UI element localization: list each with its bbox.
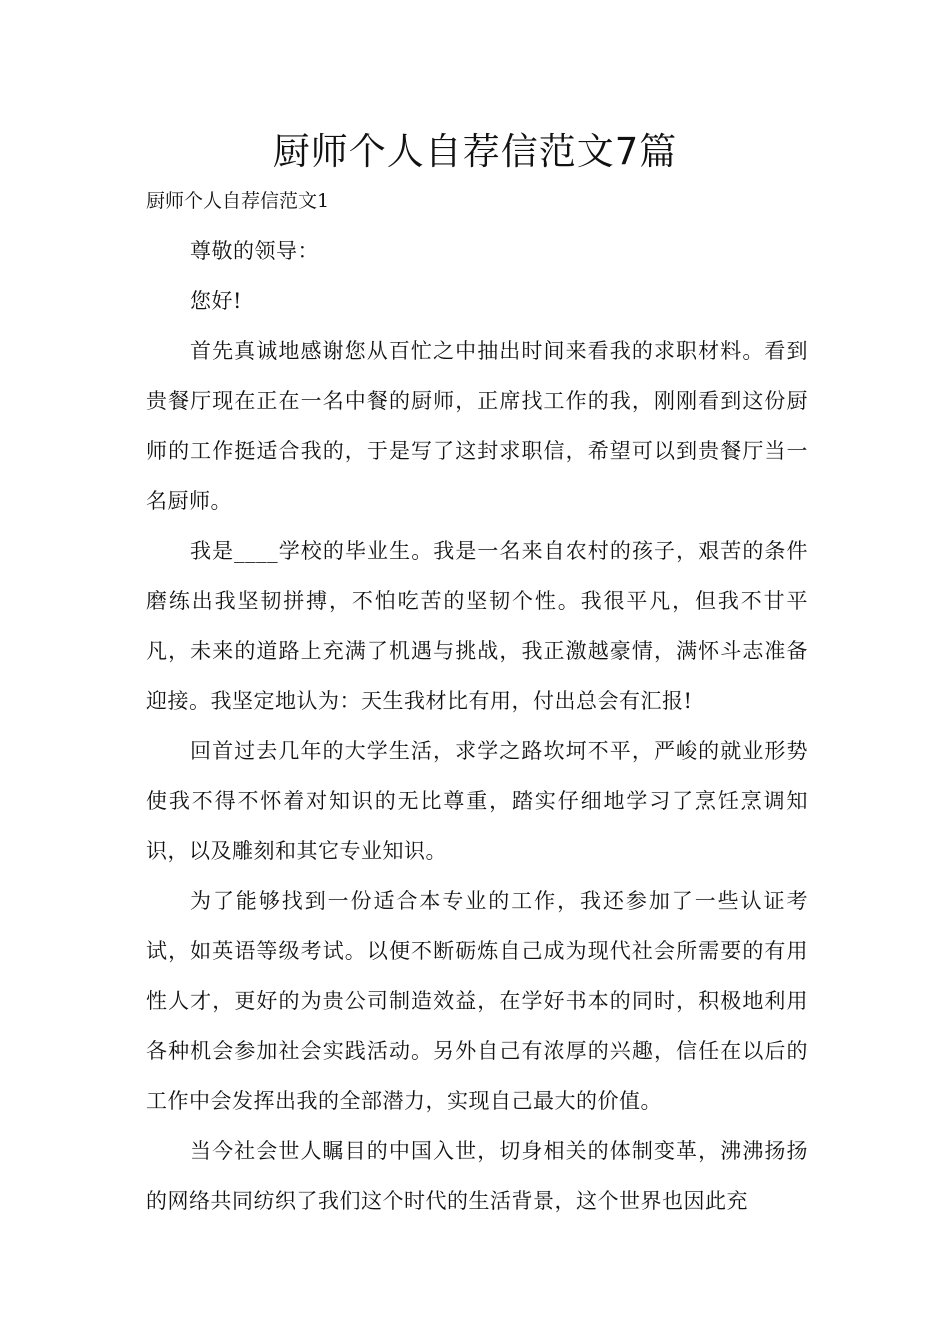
paragraph: 回首过去几年的大学生活，求学之路坎坷不平，严峻的就业形势使我不得不怀着对知识的无比尊重，踏实仔细地学习了烹饪烹调知识，以及雕刻和其它专业知识。 (146, 739, 808, 863)
document-title: 厨师个人自荐信范文7篇 (272, 130, 678, 173)
paragraph: 当今社会世人瞩目的中国入世，切身相关的体制变革，沸沸扬扬的网络共同纺织了我们这个时代的生活背景，这个世界也因此充 (146, 1139, 808, 1213)
paragraph: 为了能够找到一份适合本专业的工作，我还参加了一些认证考试，如英语等级考试。以便不断砺炼自己成为现代社会所需要的有用性人才，更好的为贵公司制造效益，在学好书本的同时，积极地利用各种机会参加社会实践活动。另外自己有浓厚的兴趣，信任在以后的工作中会发挥出我的全部潜力，实现自己最大的价值。 (146, 889, 808, 1113)
paragraph: 首先真诚地感谢您从百忙之中抽出时间来看我的求职材料。看到贵餐厅现在正在一名中餐的厨师，正席找工作的我，刚刚看到这份厨师的工作挺适合我的，于是写了这封求职信，希望可以到贵餐厅当一名厨师。 (146, 339, 808, 513)
document-body (146, 176, 808, 1226)
section-heading: 厨师个人自荐信范文1 (146, 190, 330, 212)
paragraph: 我是____学校的毕业生。我是一名来自农村的孩子，艰苦的条件磨练出我坚韧拼搏，不怕吃苦的坚韧个性。我很平凡，但我不甘平凡，未来的道路上充满了机遇与挑战，我正激越豪情，满怀斗志准备迎接。我坚定地认为：天生我材比有用，付出总会有汇报! (146, 539, 808, 713)
greeting: 您好! (190, 289, 242, 313)
salutation: 尊敬的领导： (190, 239, 319, 263)
